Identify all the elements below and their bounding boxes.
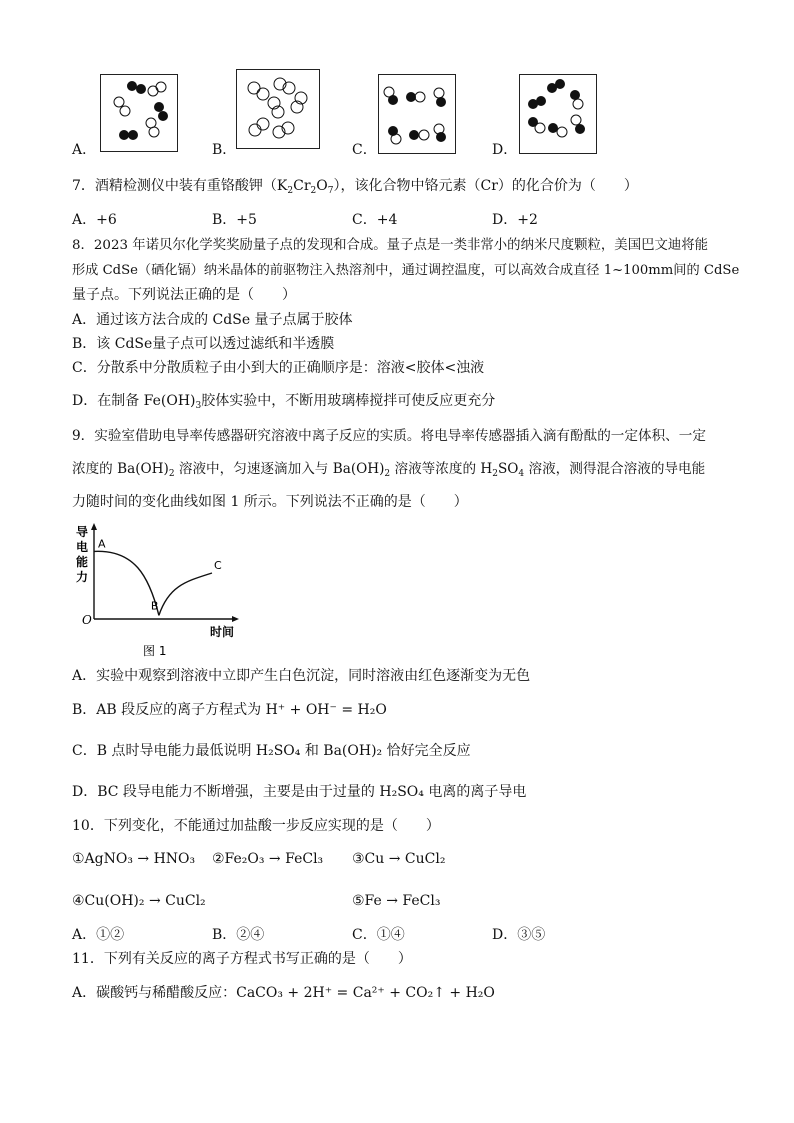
curve-segment-bc [159,573,212,615]
figure-1-chart [72,522,242,662]
q7-formula: $K_2Cr_2O_7$ [276,178,334,196]
q7-stem [72,176,638,196]
q9-line2-b: 溶液中，匀速逐滴加入与 Ba(OH) [174,461,385,477]
y-axis-label-char: 电 [76,540,89,554]
q9-option-b-prefix: B．AB 段反应的离子方程式为 [72,702,266,718]
q10-option-c: C．①④ [352,927,405,943]
q10-item-5: ⑤Fe → FeCl₃ [352,893,441,909]
q6-option-c-label: C． [352,142,377,158]
q9-option-a: A．实验中观察到溶液中立即产生白色沉淀，同时溶液由红色逐渐变为无色 [72,668,531,684]
q9-line2-sub2: 2 [384,469,391,479]
q9-line-3: 力随时间的变化曲线如图 1 所示。下列说法不正确的是（ ） [72,494,468,510]
q7-option-d: D．+2 [492,212,538,228]
particle-box-a [100,74,178,152]
q9-option-d: D．BC 段导电能力不断增强，主要是由于过量的 H₂SO₄ 电离的离子导电 [72,784,527,800]
y-axis-label-char: 导 [76,525,89,539]
q10-item-4: ④Cu(OH)₂ → CuCl₂ [72,893,206,909]
q9-line2-e: 溶液，测得混合溶液的导电能 [524,461,706,477]
q10-item-1: ①AgNO₃ → HNO₃ [72,851,196,867]
q10-item-2: ②Fe₂O₃ → FeCl₃ [212,851,324,867]
particle-diagram-b [237,70,319,148]
q10-option-d: D．③⑤ [492,927,546,943]
q11-option-a: A．碳酸钙与稀醋酸反应：CaCO₃ + 2H⁺ = Ca²⁺ + CO₂↑ + H₂O [72,985,495,1001]
point-label-b: B [150,599,159,613]
q8-option-b: B．该 CdSe量子点可以透过滤纸和半透膜 [72,336,335,352]
y-axis-label-char: 力 [76,570,89,584]
q10-option-a: A．①② [72,927,125,943]
q7-stem-prefix: 7．酒精检测仪中装有重铬酸钾（ [72,178,277,194]
q7-option-a: A．+6 [72,212,117,228]
q6-option-b-label: B． [212,142,237,158]
x-axis-label: 时间 [210,625,235,639]
q9-option-c: C．B 点时导电能力最低说明 H₂SO₄ 和 Ba(OH)₂ 恰好完全反应 [72,743,471,759]
q9-line2-sub1: 2 [168,469,175,479]
particle-diagram-a [101,75,177,151]
y-axis-label-char: 能 [76,555,89,569]
curve-segment-ab [94,551,159,615]
q7-stem-suffix: ），该化合物中铬元素（Cr）的化合价为（ ） [333,178,638,194]
q9-line-2 [72,459,705,479]
q8-option-c: C．分散系中分散质粒子由小到大的正确顺序是：溶液<胶体<浊液 [72,360,485,376]
point-label-c: C [214,559,222,572]
q9-line2-c: 溶液等浓度的 H [390,461,493,477]
q10-stem: 10．下列变化，不能通过加盐酸一步反应实现的是（ ） [72,818,440,834]
q7-option-b: B．+5 [212,212,257,228]
point-labels [98,537,222,612]
q8-option-d [72,391,495,411]
q8-line-1: 8．2023 年诺贝尔化学奖奖励量子点的发现和合成。量子点是一类非常小的纳米尺度颗粒，美国巴文迪将能 [72,238,709,253]
q8-option-a: A．通过该方法合成的 CdSe 量子点属于胶体 [72,312,353,328]
particle-diagram-c [379,75,455,153]
q9-line2-a: 浓度的 Ba(OH) [72,461,169,477]
q9-line2-sub4: 4 [518,469,525,479]
q9-line2-d: SO [497,461,519,477]
q6-option-a-label: A． [72,142,97,158]
q8-option-d-prefix: D．在制备 Fe(OH) [72,393,196,409]
y-axis-label [76,524,88,584]
q10-option-b: B．②④ [212,927,265,943]
particle-box-d [519,74,597,154]
q8-line-3: 量子点。下列说法正确的是（ ） [72,287,296,303]
particle-box-c [378,74,456,154]
origin-label: O [82,613,92,627]
point-label-a: A [98,537,106,551]
q9-line2-sub3: 2 [492,469,498,479]
y-axis-arrow [91,523,97,530]
q9-option-b [72,700,387,720]
q8-line-2: 形成 CdSe（硒化镉）纳米晶体的前驱物注入热溶剂中，通过调控温度，可以高效合成直径 1~100mm间的 CdSe [72,263,740,278]
particle-diagram-d [520,75,596,153]
figure-caption: 图 1 [143,644,167,658]
q9-line-1: 9．实验室借助电导率传感器研究溶液中离子反应的实质。将电导率传感器插入滴有酚酞的一定体积、一定 [72,428,706,444]
q7-option-c: C．+4 [352,212,398,228]
q6-option-d-label: D． [492,142,518,158]
q9-option-b-equation: H⁺ + OH⁻ = H₂O [265,702,387,718]
q8-option-d-sub: 3 [195,401,202,411]
q10-item-3: ③Cu → CuCl₂ [352,851,446,867]
x-axis-arrow [232,616,239,622]
particle-box-b [236,69,320,149]
q11-stem: 11．下列有关反应的离子方程式书写正确的是（ ） [72,951,412,967]
q8-option-d-suffix: 胶体实验中，不断用玻璃棒搅拌可使反应更充分 [201,393,496,409]
